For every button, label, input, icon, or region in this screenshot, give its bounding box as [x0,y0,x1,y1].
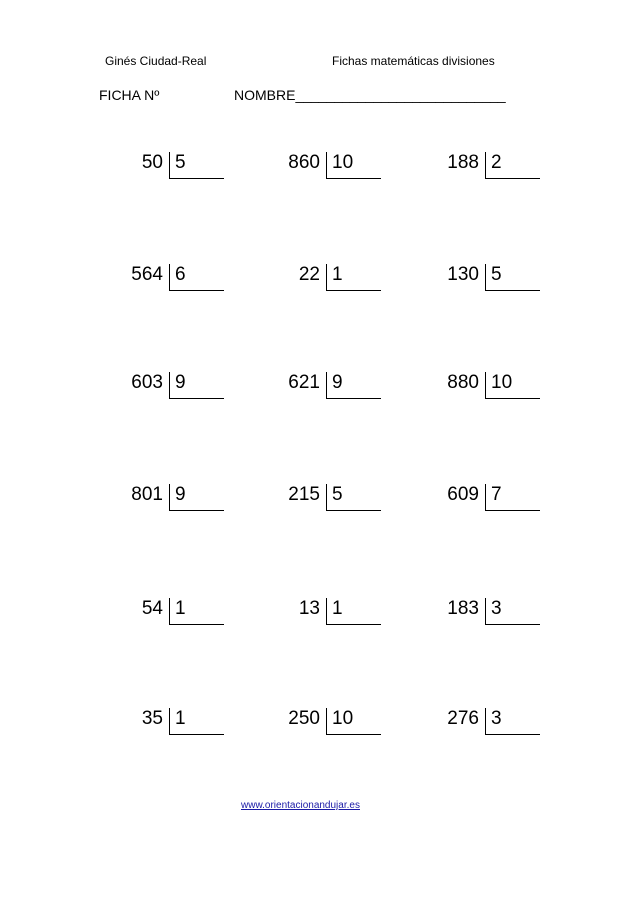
divisor: 7 [491,484,502,505]
nombre-field: NOMBRE___________________________ [234,87,506,103]
division-bracket [169,484,224,511]
ficha-label: FICHA Nº [99,87,160,103]
dividend: 13 [298,598,320,619]
dividend: 35 [141,708,163,729]
division-bracket [326,372,381,399]
divisor: 3 [491,708,502,729]
division-bracket [169,372,224,399]
dividend: 564 [131,264,163,285]
divisor: 1 [175,598,186,619]
dividend: 130 [447,264,479,285]
divisor: 9 [332,372,343,393]
dividend: 609 [447,484,479,505]
divisor: 10 [332,152,354,173]
dividend: 880 [447,372,479,393]
divisor: 1 [175,708,186,729]
divisor: 3 [491,598,502,619]
dividend: 22 [298,264,320,285]
divisor: 6 [175,264,186,285]
dividend: 621 [288,372,320,393]
divisor: 9 [175,484,186,505]
dividend: 801 [131,484,163,505]
worksheet-title: Fichas matemáticas divisiones [332,54,495,68]
divisor: 5 [175,152,186,173]
division-bracket [326,484,381,511]
website-link[interactable]: www.orientacionandujar.es [241,800,360,811]
dividend: 250 [288,708,320,729]
divisor: 1 [332,264,343,285]
dividend: 603 [131,372,163,393]
divisor: 9 [175,372,186,393]
division-bracket [169,708,224,735]
division-bracket [326,264,381,291]
dividend: 215 [288,484,320,505]
divisor: 2 [491,152,502,173]
divisor: 5 [332,484,343,505]
division-bracket [485,152,540,179]
divisor: 10 [332,708,354,729]
dividend: 50 [141,152,163,173]
division-bracket [169,152,224,179]
division-bracket [485,708,540,735]
divisor: 10 [491,372,513,393]
division-bracket [485,598,540,625]
division-bracket [326,152,381,179]
divisor: 5 [491,264,502,285]
division-bracket [485,264,540,291]
division-bracket [169,264,224,291]
dividend: 188 [447,152,479,173]
division-bracket [485,484,540,511]
dividend: 54 [141,598,163,619]
division-bracket [326,598,381,625]
division-bracket [169,598,224,625]
dividend: 860 [288,152,320,173]
division-bracket [485,372,540,399]
divisor: 1 [332,598,343,619]
author-name: Ginés Ciudad-Real [105,54,207,68]
dividend: 276 [447,708,479,729]
dividend: 183 [447,598,479,619]
division-bracket [326,708,381,735]
